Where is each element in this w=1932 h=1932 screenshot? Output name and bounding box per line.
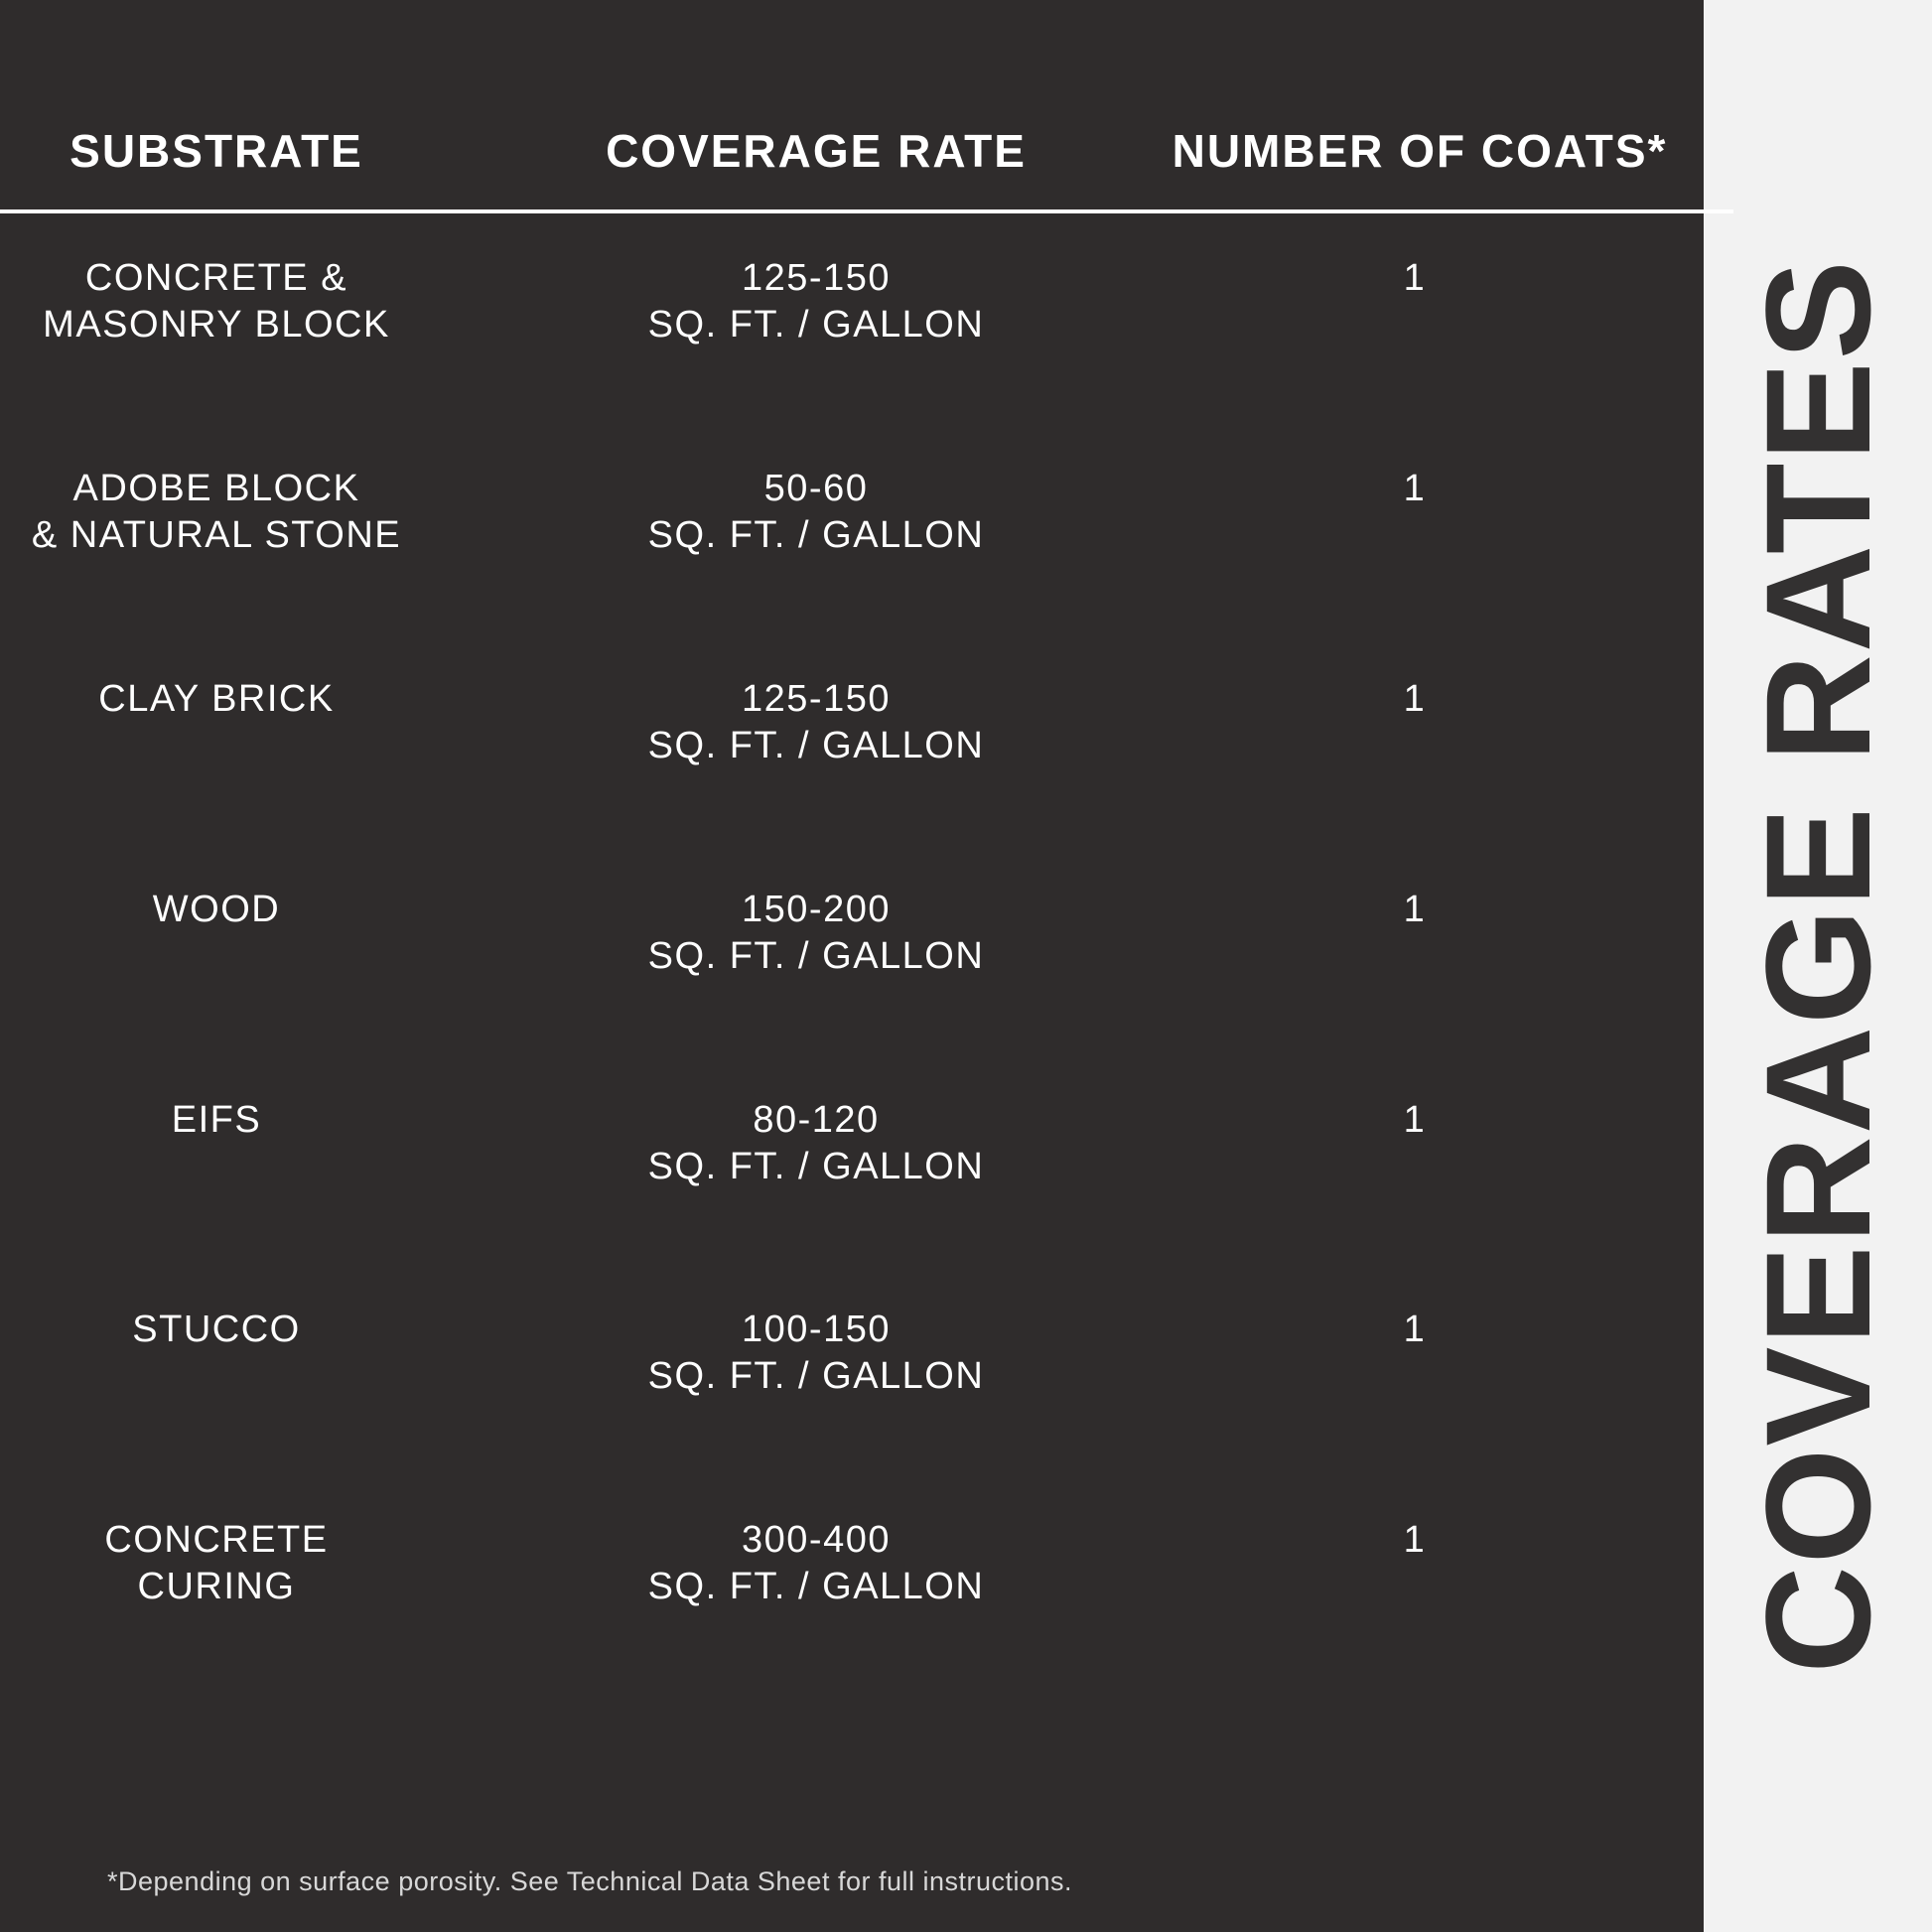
coats-cell: 1 xyxy=(1403,468,1427,509)
coverage-unit: SQ. FT. / GALLON xyxy=(647,1146,985,1187)
header-coverage-rate: COVERAGE RATE xyxy=(606,125,1027,177)
table-row xyxy=(0,255,1704,384)
coverage-range: 80-120 xyxy=(753,1099,880,1141)
footnote: *Depending on surface porosity. See Technical Data Sheet for full instructions. xyxy=(107,1866,1073,1896)
coverage-unit: SQ. FT. / GALLON xyxy=(647,725,985,766)
header-divider xyxy=(0,209,1733,213)
coverage-range: 125-150 xyxy=(742,678,891,720)
coverage-cell xyxy=(556,887,1076,980)
coverage-cell xyxy=(556,255,1076,348)
substrate-line-1: ADOBE BLOCK xyxy=(72,468,360,509)
table-row xyxy=(0,887,1704,1016)
coats-cell: 1 xyxy=(1403,1519,1427,1561)
substrate-cell xyxy=(0,887,433,933)
coverage-cell xyxy=(556,1517,1076,1610)
substrate-line-1: CONCRETE & xyxy=(84,257,348,299)
coats-cell: 1 xyxy=(1403,1309,1427,1350)
coats-cell: 1 xyxy=(1403,1099,1427,1141)
table-row xyxy=(0,1517,1704,1646)
substrate-line-1: WOOD xyxy=(152,889,281,930)
coats-cell: 1 xyxy=(1403,889,1427,930)
substrate-line-2: CURING xyxy=(137,1566,296,1607)
coverage-range: 150-200 xyxy=(742,889,891,930)
substrate-line-1: EIFS xyxy=(171,1099,262,1141)
table-header xyxy=(0,0,1704,211)
coats-cell: 1 xyxy=(1403,678,1427,720)
coverage-unit: SQ. FT. / GALLON xyxy=(647,1566,985,1607)
table-row xyxy=(0,676,1704,805)
coats-cell: 1 xyxy=(1403,257,1427,299)
coverage-cell xyxy=(556,676,1076,769)
coverage-range: 50-60 xyxy=(763,468,869,509)
substrate-line-1: STUCCO xyxy=(132,1309,301,1350)
substrate-cell xyxy=(0,676,433,723)
substrate-cell xyxy=(0,255,433,348)
coverage-cell xyxy=(556,466,1076,559)
substrate-line-1: CONCRETE xyxy=(104,1519,329,1561)
coverage-unit: SQ. FT. / GALLON xyxy=(647,514,985,556)
substrate-cell xyxy=(0,1307,433,1353)
substrate-line-2: & NATURAL STONE xyxy=(31,514,402,556)
substrate-cell xyxy=(0,1517,433,1610)
header-number-of-coats: NUMBER OF COATS* xyxy=(1172,125,1668,177)
side-title: COVERAGE RATES xyxy=(1734,258,1901,1674)
coverage-cell xyxy=(556,1097,1076,1190)
coverage-range: 100-150 xyxy=(742,1309,891,1350)
coverage-unit: SQ. FT. / GALLON xyxy=(647,935,985,977)
coverage-range: 125-150 xyxy=(742,257,891,299)
substrate-line-2: MASONRY BLOCK xyxy=(43,304,390,345)
substrate-cell xyxy=(0,466,433,559)
table-row xyxy=(0,466,1704,595)
table-row xyxy=(0,1097,1704,1226)
header-substrate: SUBSTRATE xyxy=(69,125,363,177)
coverage-unit: SQ. FT. / GALLON xyxy=(647,304,985,345)
substrate-cell xyxy=(0,1097,433,1144)
substrate-line-1: CLAY BRICK xyxy=(98,678,335,720)
coverage-range: 300-400 xyxy=(742,1519,891,1561)
coverage-unit: SQ. FT. / GALLON xyxy=(647,1355,985,1397)
table-row xyxy=(0,1307,1704,1436)
side-title-panel xyxy=(1704,0,1932,1932)
coverage-cell xyxy=(556,1307,1076,1400)
